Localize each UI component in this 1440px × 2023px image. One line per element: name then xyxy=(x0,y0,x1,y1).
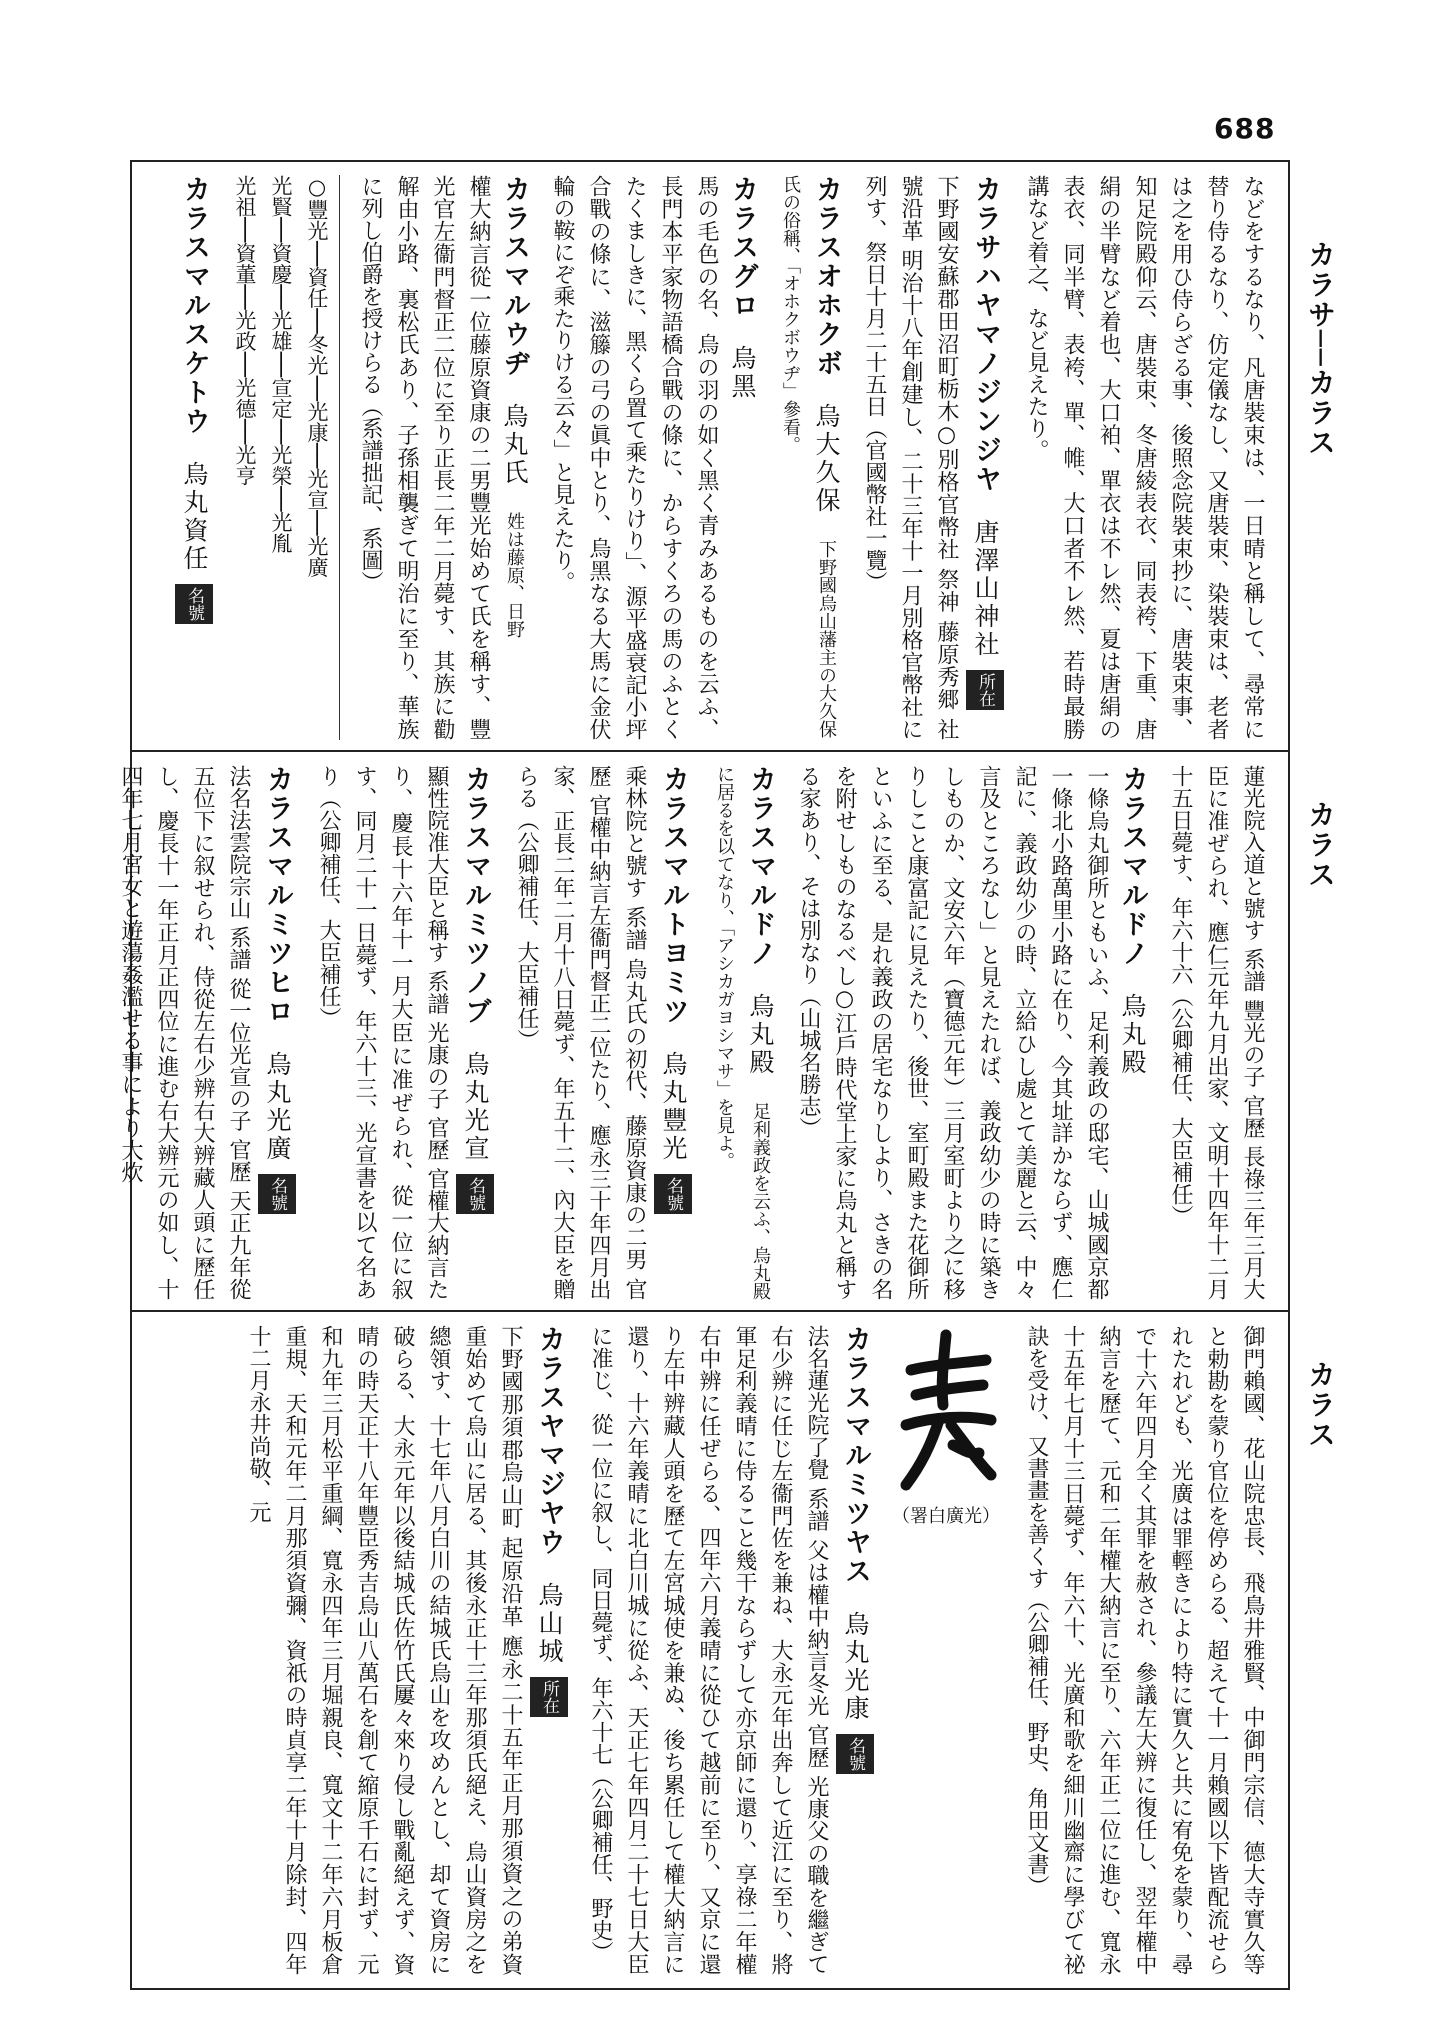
entry-kanji: 烏丸殿 xyxy=(1118,982,1147,1077)
dictionary-entry xyxy=(240,1325,570,1975)
entry-reading: カラサハヤマノジンジヤ xyxy=(970,175,1001,494)
entry-header xyxy=(256,765,298,1300)
entry-badge: 名號 xyxy=(456,1174,494,1214)
entry-kanji: 唐澤山神社 xyxy=(971,508,1000,670)
entry-kanji: 烏丸豐光 xyxy=(659,1040,688,1174)
entry-kanji: 烏山城 xyxy=(535,1571,564,1677)
entry-body: 顯性院准大臣と稱す 系譜 光康の子 官歷 官權大納言たり、慶長十六年十一月大臣に准ぜられ、從一位に叙す、同月二十一日薨ず、年六十三、光宣書を以て名あり（公卿補任、大臣補任） xyxy=(316,765,449,1300)
entry-reading: カラスマルドノ xyxy=(745,765,776,968)
entry-badge: 名號 xyxy=(175,584,213,624)
entry-body: 乘林院と號す 系譜 烏丸氏の初代、藤原資康の二男 官歷 官權中納言左衞門督正二位たり、應永三十年四月出家、正長二年二月十八日薨ず、年五十二、內大臣を贈らる（公卿補任、大臣補任） xyxy=(514,765,647,1300)
entry-subtitle: 足利義政を云ふ、烏丸殿に居るを以てなり、「アシカガヨシマサ」を見よ。 xyxy=(714,765,771,1300)
dictionary-entry xyxy=(856,175,1006,740)
section-top xyxy=(130,175,1270,740)
entry-body: 權大納言從一位藤原資康の二男豐光始めて氏を稱す、豐光官左衞門督正二位に至り正長二年二月薨す、其族に勸解由小路、裏松氏あり、子孫相襲ぎて明治に至り、華族に列し伯爵を授けらる（系譜拙記、系圖） xyxy=(358,175,491,740)
entry-subtitle: 下野國烏山藩主の大久保氏の俗稱、「オホクボウヂ」參看。 xyxy=(780,175,837,738)
entry-reading: カラスマルドノ xyxy=(1117,765,1148,968)
entry-reading: カラスマルミツノブ xyxy=(460,765,491,1026)
dictionary-entry xyxy=(112,765,298,1300)
entry-header xyxy=(834,1325,876,1975)
entry-reading: カラスマルスケトウ xyxy=(179,175,210,436)
entry-reading: カラスグロ xyxy=(727,175,758,320)
section-middle xyxy=(118,765,1270,1300)
entry-kanji: 烏丸光廣 xyxy=(263,1040,292,1174)
dictionary-entry xyxy=(173,175,215,740)
dictionary-entry xyxy=(544,175,760,740)
seal-caption: （署白廣光） xyxy=(892,1506,1000,1527)
entry-body: 馬の毛色の名、烏の羽の如く黑く青みあるものを云ふ、長門本平家物語橋合戰の條に、からすくろの馬のふとくたくましきに、黑くら置て乘たりけり」、源平盛衰記小坪合戰の條に、滋籐の弓の眞中とり、烏黑なる大馬に金伏輪の鞍にぞ乘たりける云々」と見えたり。 xyxy=(550,175,719,740)
page-number: 688 xyxy=(1214,112,1276,145)
genealogy-line: 光賢──資慶──光雄──宣定──光榮──光胤 xyxy=(269,175,293,554)
entry-header xyxy=(528,1325,570,1975)
entry-reading: カラスマルトヨミツ xyxy=(658,765,689,1026)
dictionary-entry xyxy=(508,765,694,1300)
entry-badge: 所在 xyxy=(966,670,1004,710)
entry-kanji: 烏丸光宣 xyxy=(461,1040,490,1174)
entry-header xyxy=(173,175,215,740)
dictionary-entry xyxy=(772,175,844,740)
genealogy-line: ○豐光──資任──冬光──光康──光宣──光廣 xyxy=(305,175,329,578)
entry-header xyxy=(1114,765,1150,1300)
entry-kanji: 烏丸資任 xyxy=(180,450,209,584)
entry-reading: カラスマルミツヒロ xyxy=(262,765,293,1026)
continuation-text: などをするなり、凡唐裝束は、一日晴と稱して、尋常に替り侍るなり、仿定儀なし、又唐裝束、染裝束は、老者は之を用ひ侍らざる事、後照念院裝束抄に、唐裝束事、知足院殿仰云、唐裝束、冬唐綾表衣、同表袴、下重、唐絹の半臂など着也、大口袙、單衣は不レ然、夏は唐絹の表衣、同半臂、表袴、單、帷、大口者不レ然、若時最勝講など着之、など見えたり。 xyxy=(1024,175,1265,740)
dictionary-entry xyxy=(582,1325,876,1975)
dictionary-entry xyxy=(706,765,778,1300)
entry-kanji: 烏丸殿 xyxy=(746,982,775,1088)
entry-reading: カラスマルミツヤス xyxy=(840,1325,871,1586)
seal-signature xyxy=(886,1325,1006,1535)
entry-badge: 所在 xyxy=(530,1677,568,1717)
entry-reading: カラスヤマジヤウ xyxy=(534,1325,565,1557)
entry-header xyxy=(652,765,694,1300)
running-head-top: カラサ──カラス xyxy=(1304,240,1337,458)
signature-mark-icon xyxy=(891,1325,1001,1495)
section-divider-top xyxy=(130,750,1290,752)
entry-header xyxy=(706,765,778,1300)
continuation-text: 蓮光院入道と號す 系譜 豐光の子 官歷 長祿三年三月大臣に准ぜられ、應仁元年九月出家、文明十四年十二月十五日薨す、年六十六（公卿補任、大臣補任） xyxy=(1168,765,1265,1300)
entry-badge: 名號 xyxy=(258,1174,296,1214)
entry-kanji: 烏丸光康 xyxy=(841,1600,870,1734)
entry-kanji: 烏黑 xyxy=(728,334,757,401)
entry-header xyxy=(772,175,844,740)
entry-body: 法名蓮光院了覺 系譜 父は權中納言冬光 官歷 光康父の職を繼ぎて右少辨に任じ左衞門佐を兼ね、大永元年出奔して近江に至り、將軍足利義晴に侍ること幾干ならずして亦京師に還り、享祿二年權右中辨に任ぜらる、四年六月義晴に從ひて越前に至り、又京に還り左中辨藏人頭を歷て左宮城使を兼ぬ、後ち累任して權大納言に還り、十六年義晴に北白川城に從ふ、天正七年四月二十七日大臣に准じ、從一位に叙し、同日薨ず、年六十七（公卿補任、野史） xyxy=(588,1325,829,1976)
genealogy-line: 光祖──資董──光政──光德──光亨 xyxy=(233,175,257,487)
continuation-text: 御門賴國、花山院忠長、飛鳥井雅賢、中御門宗信、德大寺實久等と勅勘を蒙り官位を停めらる、超えて十一月賴國以下皆配流せられたれども、光廣は罪輕きにより特に實久と共に宥免を蒙り、尋で十六年四月全く其罪を赦され、參議左大辨に復任し、翌年權中納言を歷て、元和二年權大納言に至り、六年正二位に進む、寬永十五年七月十三日薨ず、年六十、光廣和歌を細川幽齋に學びて祕訣を受け、又書畫を善くす（公卿補任、野史、角田文書） xyxy=(1024,1325,1265,1976)
entry-body: 下野國安蘇郡田沼町栃木○別格官幣社 祭神 藤原秀郷 社號沿革 明治十八年創建し、二十三年十一月別格官幣社に列す、祭日十月二十五日（官國幣社一覽） xyxy=(862,175,959,740)
entry-reading: カラスマルウヂ xyxy=(499,175,530,378)
entry-reading: カラスオホクボ xyxy=(811,175,842,378)
section-bottom xyxy=(130,1325,1270,1975)
entry-body: 下野國那須郡烏山町 起原沿革 應永二十五年正月那須資之の弟資重始めて烏山に居る、其後永正十三年那須氏絕え、烏山資房之を總領す、十七年八月白川の結城氏烏山を攻めんとし、却て資房に破らる、大永元年以後結城氏佐竹氏屢々來り侵し戰亂絕えず、資晴の時天正十八年豐臣秀吉烏山八萬石を創て縮原千石に封ず、元和九年三月松平重綱、寬永四年三月堀親良、寬文十二年六月板倉重規、天和元年二月那須資彌、資祇の時貞享二年十月除封、四年十二月永井尚敬、元 xyxy=(246,1325,523,1976)
entry-kanji: 烏大久保 xyxy=(812,392,841,526)
entry-badge: 名號 xyxy=(836,1734,874,1774)
genealogy-chart xyxy=(227,175,340,740)
entry-badge: 名號 xyxy=(654,1174,692,1214)
running-head-bottom: カラス xyxy=(1304,1360,1337,1450)
entry-kanji: 烏丸氏 xyxy=(500,392,529,498)
dictionary-entry xyxy=(790,765,1150,1300)
entry-header xyxy=(724,175,760,740)
dictionary-entry xyxy=(352,175,532,740)
entry-header xyxy=(496,175,532,740)
dictionary-entry xyxy=(310,765,496,1300)
section-divider-bottom xyxy=(130,1310,1290,1312)
entry-body: 一條烏丸御所ともいふ、足利義政の邸宅、山城國京都一條北小路萬里小路に在り、今其址詳かならず、應仁記に、義政幼少の時、立給ひし處とて美麗と云、中々言及ところなし」と見えたれば、義政幼少の時に築きしものか、文安六年（寶德元年）三月室町より之に移りしこと康富記に見えたり、後世、室町殿また花御所といふに至る、是れ義政の居宅なりしより、さきの名を附せしものなるべし○江戶時代堂上家に烏丸と稱する家あり、そは別なり（山城名勝志） xyxy=(796,765,1109,1300)
running-head-middle: カラス xyxy=(1304,800,1337,890)
entry-header xyxy=(964,175,1006,740)
entry-body: 法名法雲院宗山 系譜 從一位光宣の子 官歷 天正九年從五位下に叙せられ、侍從左右少辨右大辨藏人頭に歷任し、慶長十一年正月正四位に進む右大辨元の如し、十四年七月宮女と遊蕩姦濫せる事により大炊 xyxy=(118,765,251,1300)
entry-subtitle: 姓は藤原、日野 xyxy=(504,511,525,638)
entry-header xyxy=(454,765,496,1300)
